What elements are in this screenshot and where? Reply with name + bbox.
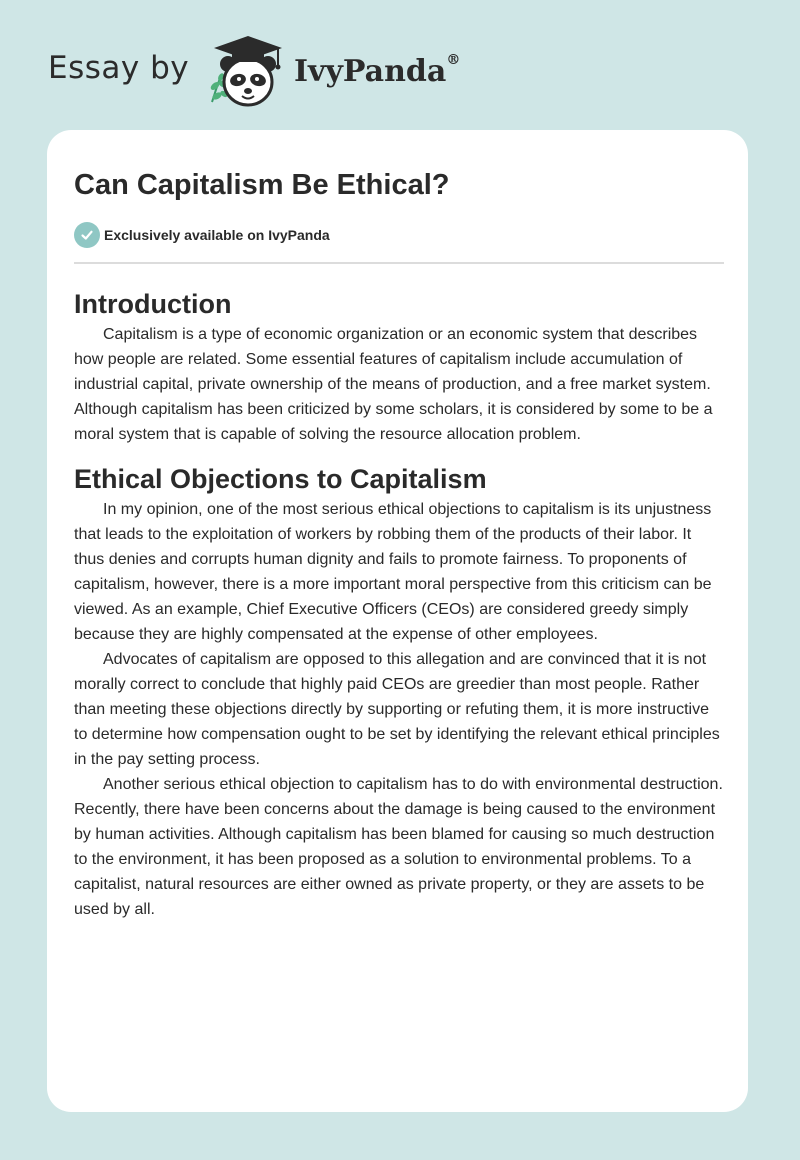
paragraph: Advocates of capitalism are opposed to this allegation and are convinced that it is not morally correct to conclude that highly paid CEOs are greedier than most people. Rather than meeting these objections directly by supporting or refuting them, it is more instructive to determine how compensation ought to be set by identifying the relevant ethical principles in the pay setting process. (74, 651, 720, 768)
paragraph: Capitalism is a type of economic organization or an economic system that describes how people are related. Some essential features of capitalism include accumulation of industrial capital, private ownership of the means of production, and a free market system. Although capitalism has been criticized by some scholars, it is considered by some to be a moral system that is capable of solving the resource allocation problem. (74, 326, 713, 443)
paragraph: In my opinion, one of the most serious ethical objections to capitalism is its unjustness that leads to the exploitation of workers by robbing them of the products of their labor. It thus denies and corrupts human dignity and fails to promote fairness. To proponents of capitalism, however, there is a more important moral perspective from this criticism can be viewed. As an example, Chief Executive Officers (CEOs) are considered greedy simply because they are highly compensated at the expense of other employees. (74, 501, 712, 643)
registered-mark: ® (446, 52, 461, 68)
site-header (48, 30, 648, 110)
check-circle-icon (74, 222, 100, 248)
essay-card (47, 130, 748, 1112)
essay-title: Can Capitalism Be Ethical? (74, 169, 450, 201)
title-divider (74, 262, 724, 264)
exclusive-badge-text: Exclusively available on IvyPanda (104, 227, 330, 243)
section-heading-ethical-objections: Ethical Objections to Capitalism (74, 464, 487, 494)
paragraph: Another serious ethical objection to capitalism has to do with environmental destruction. Recently, there have been concerns about the damage is being caused to the environment by human activities. Although capitalism has been blamed for causing so much destruction to the environment, it has been proposed as a solution to environmental problems. To a capitalist, natural resources are either owned as private property, or they are assets to be used by all. (74, 776, 723, 918)
panda-graduate-icon[interactable] (202, 34, 292, 110)
section-heading-introduction: Introduction (74, 289, 232, 319)
essay-by-label: Essay by (48, 50, 190, 86)
essay-content (74, 166, 724, 922)
exclusive-badge (74, 222, 724, 248)
brand-name[interactable]: IvyPanda® (294, 52, 461, 89)
